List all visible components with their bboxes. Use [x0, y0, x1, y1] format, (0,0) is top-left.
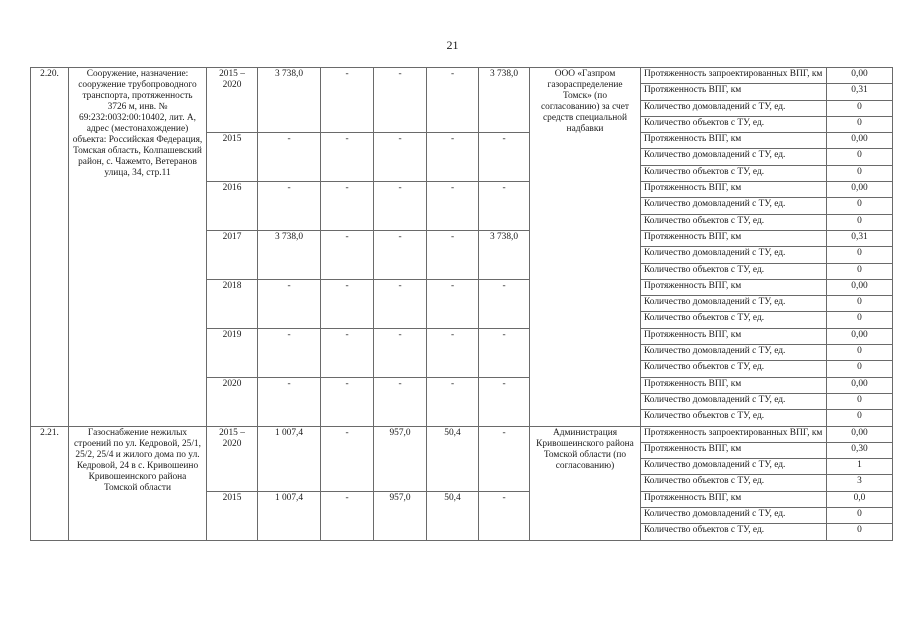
object-description: Сооружение, назначение: сооружение трубопроводного транспорта, протяженность 3726 м, инв. № 69:232:0032:00:10402, лит. А, адрес (местонахождение) объекта: Российская Федерация, Томская область, Колпашевский район, с. Чажемто, Ветеранов улица, 34, стр.11 [69, 68, 207, 427]
period-year: 2018 [207, 279, 258, 328]
funding-regional: - [374, 68, 427, 133]
period-year: 2015 [207, 133, 258, 182]
indicator-name: Количество домовладений с ТУ, ед. [641, 296, 827, 312]
funding-federal: - [321, 133, 374, 182]
funding-local: - [427, 230, 479, 279]
funding-extrabudget: - [479, 377, 530, 426]
funding-extrabudget: 3 738,0 [479, 68, 530, 133]
executor: Администрация Кривошеинского района Томской области (по согласованию) [530, 426, 641, 540]
funding-federal: - [321, 68, 374, 133]
indicator-name: Количество домовладений с ТУ, ед. [641, 100, 827, 116]
indicator-value: 0 [827, 410, 893, 426]
funding-federal: - [321, 279, 374, 328]
indicator-name: Протяженность ВПГ, км [641, 442, 827, 458]
indicator-value: 0 [827, 393, 893, 409]
funding-total: - [258, 133, 321, 182]
funding-federal: - [321, 377, 374, 426]
funding-extrabudget: 3 738,0 [479, 230, 530, 279]
executor: ООО «Газпром газораспределение Томск» (по согласованию) за счет средств специальной надбавки [530, 68, 641, 427]
funding-extrabudget: - [479, 182, 530, 231]
indicator-name: Количество домовладений с ТУ, ед. [641, 149, 827, 165]
indicator-name: Протяженность ВПГ, км [641, 133, 827, 149]
indicator-value: 0 [827, 508, 893, 524]
indicator-value: 0,31 [827, 230, 893, 246]
period-year: 2016 [207, 182, 258, 231]
indicator-value: 0 [827, 263, 893, 279]
funding-total: 1 007,4 [258, 491, 321, 540]
funding-local: 50,4 [427, 426, 479, 491]
indicator-value: 0 [827, 247, 893, 263]
funding-federal: - [321, 182, 374, 231]
funding-extrabudget: - [479, 328, 530, 377]
indicator-name: Количество объектов с ТУ, ед. [641, 263, 827, 279]
indicator-name: Количество домовладений с ТУ, ед. [641, 508, 827, 524]
indicator-value: 0 [827, 312, 893, 328]
funding-total: - [258, 328, 321, 377]
indicator-name: Количество объектов с ТУ, ед. [641, 165, 827, 181]
indicator-name: Количество домовладений с ТУ, ед. [641, 247, 827, 263]
funding-regional: - [374, 328, 427, 377]
indicator-value: 0 [827, 165, 893, 181]
funding-extrabudget: - [479, 426, 530, 491]
indicator-value: 0,30 [827, 442, 893, 458]
period-year: 2020 [207, 377, 258, 426]
indicator-name: Количество объектов с ТУ, ед. [641, 524, 827, 540]
funding-extrabudget: - [479, 133, 530, 182]
funding-extrabudget: - [479, 279, 530, 328]
funding-local: - [427, 182, 479, 231]
indicator-value: 0,00 [827, 377, 893, 393]
program-table [30, 67, 893, 541]
indicator-name: Протяженность запроектированных ВПГ, км [641, 426, 827, 442]
indicator-value: 0 [827, 198, 893, 214]
funding-total: 3 738,0 [258, 230, 321, 279]
indicator-name: Количество объектов с ТУ, ед. [641, 410, 827, 426]
table-row [31, 426, 893, 442]
indicator-name: Количество объектов с ТУ, ед. [641, 361, 827, 377]
funding-local: - [427, 279, 479, 328]
funding-regional: - [374, 230, 427, 279]
indicator-name: Протяженность ВПГ, км [641, 377, 827, 393]
indicator-value: 0 [827, 149, 893, 165]
indicator-name: Количество домовладений с ТУ, ед. [641, 345, 827, 361]
funding-regional: - [374, 133, 427, 182]
indicator-name: Протяженность ВПГ, км [641, 279, 827, 295]
indicator-value: 1 [827, 459, 893, 475]
item-number: 2.21. [31, 426, 69, 540]
funding-extrabudget: - [479, 491, 530, 540]
funding-regional: - [374, 182, 427, 231]
table-row [31, 68, 893, 84]
funding-local: - [427, 377, 479, 426]
indicator-value: 0 [827, 296, 893, 312]
indicator-value: 0 [827, 361, 893, 377]
indicator-value: 0 [827, 100, 893, 116]
funding-total: 3 738,0 [258, 68, 321, 133]
indicator-value: 3 [827, 475, 893, 491]
indicator-value: 0,0 [827, 491, 893, 507]
period-year: 2019 [207, 328, 258, 377]
funding-regional: 957,0 [374, 491, 427, 540]
indicator-name: Протяженность ВПГ, км [641, 84, 827, 100]
funding-total: - [258, 279, 321, 328]
indicator-name: Количество объектов с ТУ, ед. [641, 312, 827, 328]
indicator-name: Количество домовладений с ТУ, ед. [641, 198, 827, 214]
funding-regional: - [374, 279, 427, 328]
indicator-name: Количество объектов с ТУ, ед. [641, 116, 827, 132]
indicator-name: Протяженность ВПГ, км [641, 230, 827, 246]
indicator-name: Протяженность ВПГ, км [641, 328, 827, 344]
period-year: 2017 [207, 230, 258, 279]
funding-regional: 957,0 [374, 426, 427, 491]
funding-total: - [258, 182, 321, 231]
funding-total: 1 007,4 [258, 426, 321, 491]
indicator-name: Количество домовладений с ТУ, ед. [641, 459, 827, 475]
indicator-name: Количество объектов с ТУ, ед. [641, 214, 827, 230]
indicator-value: 0 [827, 214, 893, 230]
period-year: 2015 – 2020 [207, 426, 258, 491]
funding-local: 50,4 [427, 491, 479, 540]
indicator-name: Протяженность ВПГ, км [641, 491, 827, 507]
indicator-value: 0 [827, 524, 893, 540]
indicator-name: Количество домовладений с ТУ, ед. [641, 393, 827, 409]
period-year: 2015 – 2020 [207, 68, 258, 133]
indicator-value: 0 [827, 345, 893, 361]
funding-regional: - [374, 377, 427, 426]
page-number: 21 [446, 38, 459, 52]
indicator-value: 0,00 [827, 279, 893, 295]
period-year: 2015 [207, 491, 258, 540]
funding-local: - [427, 328, 479, 377]
funding-local: - [427, 68, 479, 133]
table-body [31, 68, 893, 541]
indicator-name: Количество объектов с ТУ, ед. [641, 475, 827, 491]
indicator-value: 0,00 [827, 328, 893, 344]
indicator-value: 0,00 [827, 133, 893, 149]
indicator-value: 0,00 [827, 426, 893, 442]
funding-local: - [427, 133, 479, 182]
funding-federal: - [321, 328, 374, 377]
funding-federal: - [321, 491, 374, 540]
item-number: 2.20. [31, 68, 69, 427]
indicator-value: 0,00 [827, 182, 893, 198]
indicator-name: Протяженность ВПГ, км [641, 182, 827, 198]
funding-federal: - [321, 230, 374, 279]
object-description: Газоснабжение нежилых строений по ул. Кедровой, 25/1, 25/2, 25/4 и жилого дома по ул. Кедровой, 24 в с. Кривошеино Кривошеинского района Томской области [69, 426, 207, 540]
indicator-value: 0,00 [827, 68, 893, 84]
indicator-name: Протяженность запроектированных ВПГ, км [641, 68, 827, 84]
indicator-value: 0,31 [827, 84, 893, 100]
indicator-value: 0 [827, 116, 893, 132]
funding-total: - [258, 377, 321, 426]
funding-federal: - [321, 426, 374, 491]
